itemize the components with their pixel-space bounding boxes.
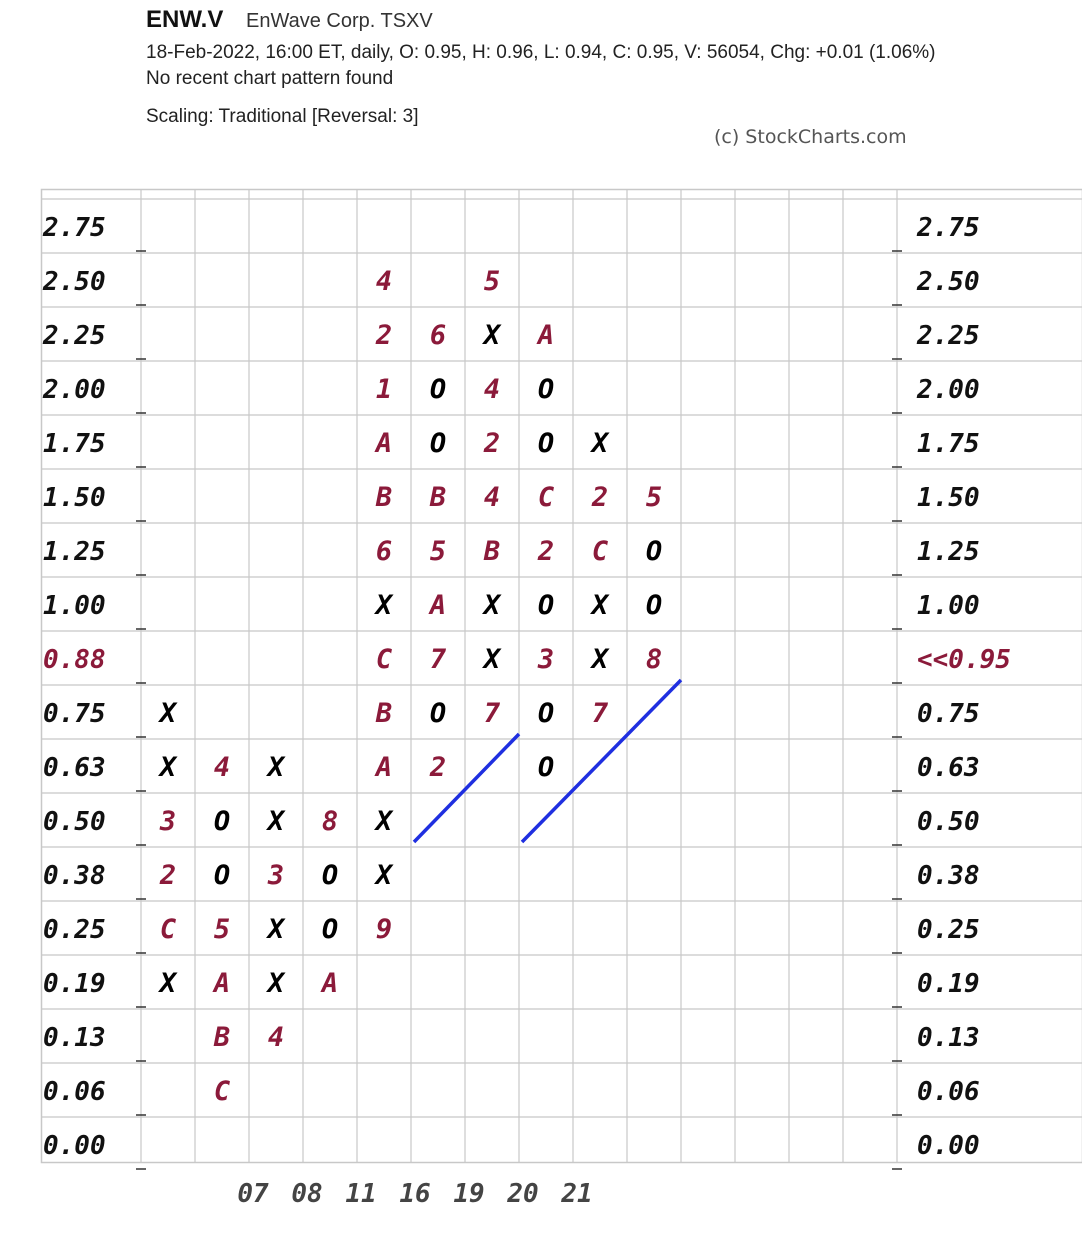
month-marker: 6	[375, 536, 393, 567]
month-marker: 4	[213, 752, 231, 783]
month-marker: 2	[429, 752, 447, 783]
x-mark: X	[267, 914, 285, 945]
y-axis-label-left: 2.50	[43, 267, 106, 297]
o-mark: O	[429, 374, 447, 405]
month-marker: 7	[429, 644, 447, 675]
y-axis-label-right: 1.75	[917, 429, 980, 459]
x-axis-label: 08	[291, 1179, 323, 1209]
month-marker: 7	[591, 698, 609, 729]
y-axis-label-left: 0.19	[43, 969, 106, 999]
company-name: EnWave Corp. TSXV	[246, 10, 433, 32]
o-mark: O	[213, 806, 231, 837]
y-axis-label-right: 0.00	[917, 1131, 980, 1161]
month-marker: B	[483, 536, 501, 567]
y-axis-label-right: 0.75	[917, 699, 980, 729]
o-mark: O	[537, 752, 555, 783]
y-axis-label-left: 1.75	[43, 429, 106, 459]
y-axis-label-right: 2.75	[917, 213, 980, 243]
month-marker: 5	[645, 482, 663, 513]
y-axis-label-right: 2.00	[917, 375, 980, 405]
y-axis-label-left: 0.06	[43, 1077, 106, 1107]
month-marker: 2	[159, 860, 177, 891]
month-marker: 3	[159, 806, 177, 837]
x-axis-label: 19	[453, 1179, 485, 1209]
y-axis-label-left: 0.63	[43, 753, 106, 783]
month-marker: 2	[537, 536, 555, 567]
x-axis-label: 11	[345, 1179, 377, 1209]
x-mark: X	[483, 320, 501, 351]
o-mark: O	[645, 536, 663, 567]
y-axis-label-left: 0.00	[43, 1131, 106, 1161]
x-mark: X	[591, 644, 609, 675]
month-marker: C	[213, 1076, 231, 1107]
y-axis-label-right: 0.50	[917, 807, 980, 837]
month-marker: 4	[483, 374, 501, 405]
x-mark: X	[591, 590, 609, 621]
month-marker: 4	[267, 1022, 285, 1053]
y-axis-label-right: 2.50	[917, 267, 980, 297]
o-mark: O	[537, 698, 555, 729]
month-marker: 8	[321, 806, 339, 837]
month-marker: 5	[213, 914, 231, 945]
month-marker: A	[429, 590, 447, 621]
o-mark: O	[429, 698, 447, 729]
month-marker: 9	[375, 914, 393, 945]
month-marker: 7	[483, 698, 501, 729]
copyright-notice: (c) StockCharts.com	[714, 126, 907, 148]
x-mark: X	[591, 428, 609, 459]
x-mark: X	[375, 590, 393, 621]
y-axis-label-left: 0.13	[43, 1023, 106, 1053]
x-axis-label: 07	[237, 1179, 269, 1209]
y-axis-label-left: 2.25	[43, 321, 106, 351]
pattern-line: No recent chart pattern found	[146, 68, 394, 89]
y-axis-label-left: 0.50	[43, 807, 106, 837]
month-marker: 4	[375, 266, 393, 297]
y-axis-label-right: 0.06	[917, 1077, 980, 1107]
x-mark: X	[267, 968, 285, 999]
month-marker: 5	[429, 536, 447, 567]
x-axis-label: 16	[399, 1179, 431, 1209]
y-axis-label-right: 0.19	[917, 969, 980, 999]
x-mark: X	[483, 644, 501, 675]
y-axis-label-right: 0.63	[917, 753, 980, 783]
x-mark: X	[267, 752, 285, 783]
y-axis-label-left: 2.75	[43, 213, 106, 243]
x-mark: X	[159, 698, 177, 729]
y-axis-label-left: 0.38	[43, 861, 106, 891]
month-marker: C	[591, 536, 609, 567]
o-mark: O	[645, 590, 663, 621]
o-mark: O	[321, 914, 339, 945]
x-mark: X	[375, 806, 393, 837]
quote-line: 18-Feb-2022, 16:00 ET, daily, O: 0.95, H: 0.96, L: 0.94, C: 0.95, V: 56054, Chg: +0.01 (1.06%)	[146, 42, 936, 63]
month-marker: A	[375, 752, 393, 783]
y-axis-label-left: 1.25	[43, 537, 106, 567]
x-axis-label: 20	[507, 1179, 539, 1209]
month-marker: 2	[591, 482, 609, 513]
month-marker: B	[213, 1022, 231, 1053]
x-mark: X	[159, 968, 177, 999]
y-axis-label-right: 2.25	[917, 321, 980, 351]
ticker-symbol: ENW.V	[146, 6, 224, 33]
month-marker: A	[213, 968, 231, 999]
y-axis-label-right: 1.00	[917, 591, 980, 621]
month-marker: 5	[483, 266, 501, 297]
y-axis-label-left: 0.88	[43, 645, 106, 675]
month-marker: A	[537, 320, 555, 351]
month-marker: A	[375, 428, 393, 459]
month-marker: 8	[645, 644, 663, 675]
y-axis-label-left: 0.25	[43, 915, 106, 945]
scaling-line: Scaling: Traditional [Reversal: 3]	[146, 106, 419, 127]
y-axis-label-right: 1.50	[917, 483, 980, 513]
month-marker: B	[375, 482, 393, 513]
y-axis-label-left: 1.00	[43, 591, 106, 621]
y-axis-label-left: 1.50	[43, 483, 106, 513]
month-marker: 3	[267, 860, 285, 891]
month-marker: B	[375, 698, 393, 729]
y-axis-label-right: 0.25	[917, 915, 980, 945]
x-mark: X	[159, 752, 177, 783]
x-axis-label: 21	[561, 1179, 593, 1209]
x-mark: X	[375, 860, 393, 891]
x-mark: X	[267, 806, 285, 837]
month-marker: C	[375, 644, 393, 675]
month-marker: 6	[429, 320, 447, 351]
month-marker: 2	[375, 320, 393, 351]
month-marker: C	[537, 482, 555, 513]
month-marker: 2	[483, 428, 501, 459]
y-axis-label-left: 2.00	[43, 375, 106, 405]
y-axis-label-right: 0.38	[917, 861, 980, 891]
o-mark: O	[321, 860, 339, 891]
month-marker: 4	[483, 482, 501, 513]
last-price-label: <<0.95	[917, 645, 1011, 675]
y-axis-label-right: 1.25	[917, 537, 980, 567]
y-axis-label-right: 0.13	[917, 1023, 980, 1053]
o-mark: O	[537, 590, 555, 621]
month-marker: 3	[537, 644, 555, 675]
x-mark: X	[483, 590, 501, 621]
o-mark: O	[537, 374, 555, 405]
o-mark: O	[537, 428, 555, 459]
month-marker: B	[429, 482, 447, 513]
o-mark: O	[429, 428, 447, 459]
y-axis-label-left: 0.75	[43, 699, 106, 729]
month-marker: 1	[375, 374, 393, 405]
month-marker: A	[321, 968, 339, 999]
o-mark: O	[213, 860, 231, 891]
month-marker: C	[159, 914, 177, 945]
